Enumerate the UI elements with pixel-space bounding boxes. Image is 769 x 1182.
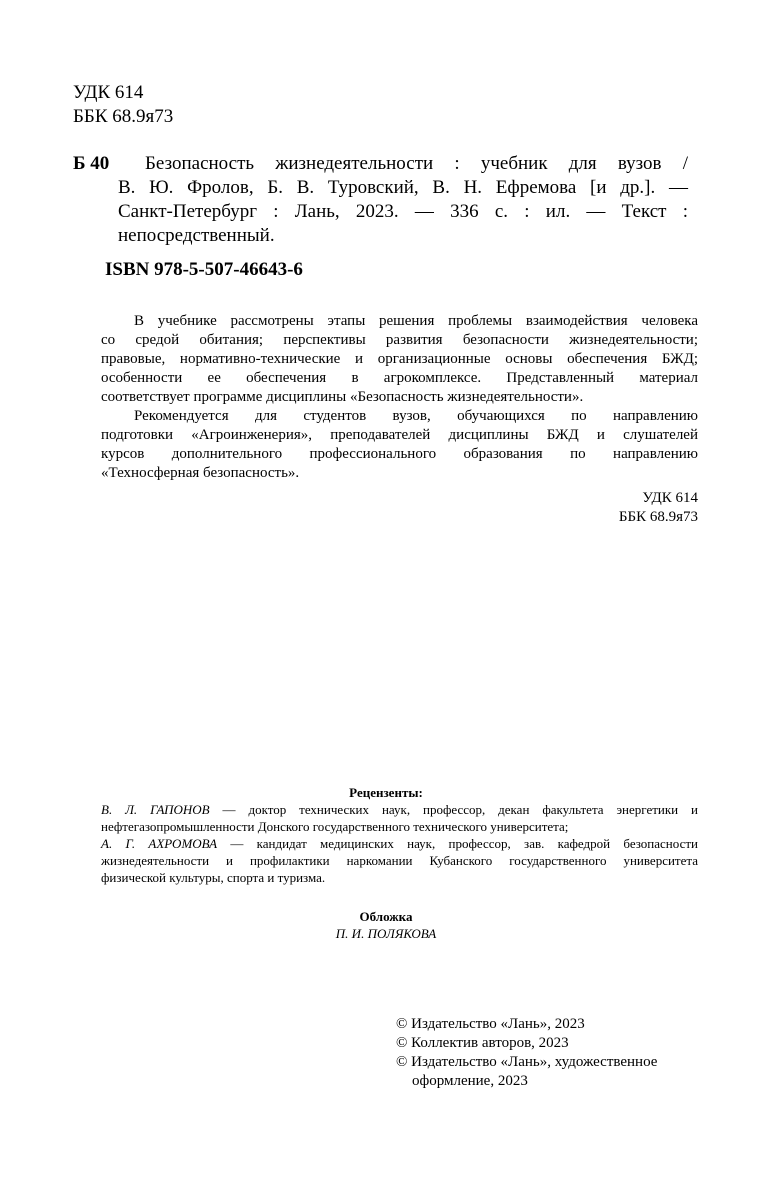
cover-heading: Обложка: [359, 909, 413, 924]
udk-header: УДК 614: [73, 82, 144, 103]
copyright-line-3: © Издательство «Лань», художественное: [396, 1054, 658, 1070]
reviewer-1-name: В. Л. ГАПОНОВ: [101, 802, 210, 817]
reviewer-1-title: — доктор технических наук, профессор, декан факультета энергетики и: [209, 802, 699, 817]
catalog-entry: [145, 152, 688, 176]
reviewer-1-line-2: нефтегазопромышленности Донского государственного технического университета;: [101, 819, 569, 834]
reviewers-block: [101, 801, 698, 886]
annotation-p2-line-4: «Техносферная безопасность».: [101, 465, 300, 481]
annotation: [101, 312, 698, 483]
catalog-code: Б 40: [73, 153, 110, 174]
catalog-line-4: непосредственный.: [118, 225, 275, 246]
copyright-line-1: © Издательство «Лань», 2023: [396, 1016, 585, 1032]
reviewer-2-line-1: [101, 835, 698, 852]
reviewer-2-line-2: жизнедеятельности и профилактики наркомании Кубанского государственного университета: [101, 853, 698, 868]
annotation-p1-line-4: особенности ее обеспечения в агрокомплексе. Представленный материал: [101, 370, 698, 386]
annotation-p1-line-2: со средой обитания; перспективы развития безопасности жизнедеятельности;: [101, 332, 698, 348]
catalog-line-3: Санкт-Петербург : Лань, 2023. — 336 с. : ил. — Текст :: [118, 201, 688, 222]
catalog-line-2: В. Ю. Фролов, Б. В. Туровский, В. Н. Ефремова [и др.]. —: [118, 177, 688, 198]
reviewers-heading: Рецензенты:: [349, 785, 423, 800]
bbk-header: ББК 68.9я73: [73, 106, 174, 127]
catalog-entry-rest: [118, 176, 688, 248]
copyright-line-4: оформление, 2023: [412, 1073, 528, 1089]
isbn: ISBN 978-5-507-46643-6: [105, 259, 303, 280]
reviewer-2-name: А. Г. АХРОМОВА: [101, 836, 218, 851]
annotation-p2-line-2: подготовки «Агроинженерия», преподавателей дисциплины БЖД и слушателей: [101, 427, 698, 443]
annotation-p1-line-5: соответствует программе дисциплины «Безопасность жизнедеятельности».: [101, 389, 584, 405]
annotation-p1-line-3: правовые, нормативно-технические и организационные основы обеспечения БЖД;: [101, 351, 698, 367]
copyright-block: [396, 1015, 726, 1091]
cover-designer: П. И. ПОЛЯКОВА: [335, 926, 437, 941]
copyright-line-2: © Коллектив авторов, 2023: [396, 1035, 569, 1051]
annotation-bbk: ББК 68.9я73: [618, 509, 698, 525]
annotation-udk: УДК 614: [642, 490, 698, 506]
annotation-p2-line-1: Рекомендуется для студентов вузов, обучающихся по направлению: [134, 408, 698, 424]
annotation-p2-line-3: курсов дополнительного профессионального образования по направлению: [101, 446, 698, 462]
annotation-p1-line-1: В учебнике рассмотрены этапы решения проблемы взаимодействия человека: [134, 313, 698, 329]
reviewer-1-line-1: [101, 801, 698, 818]
catalog-line-1: Безопасность жизнедеятельности : учебник для вузов /: [145, 153, 688, 174]
reviewer-2-title: — кандидат медицинских наук, профессор, зав. кафедрой безопасности: [217, 836, 698, 851]
reviewer-2-line-3: физической культуры, спорта и туризма.: [101, 870, 326, 885]
